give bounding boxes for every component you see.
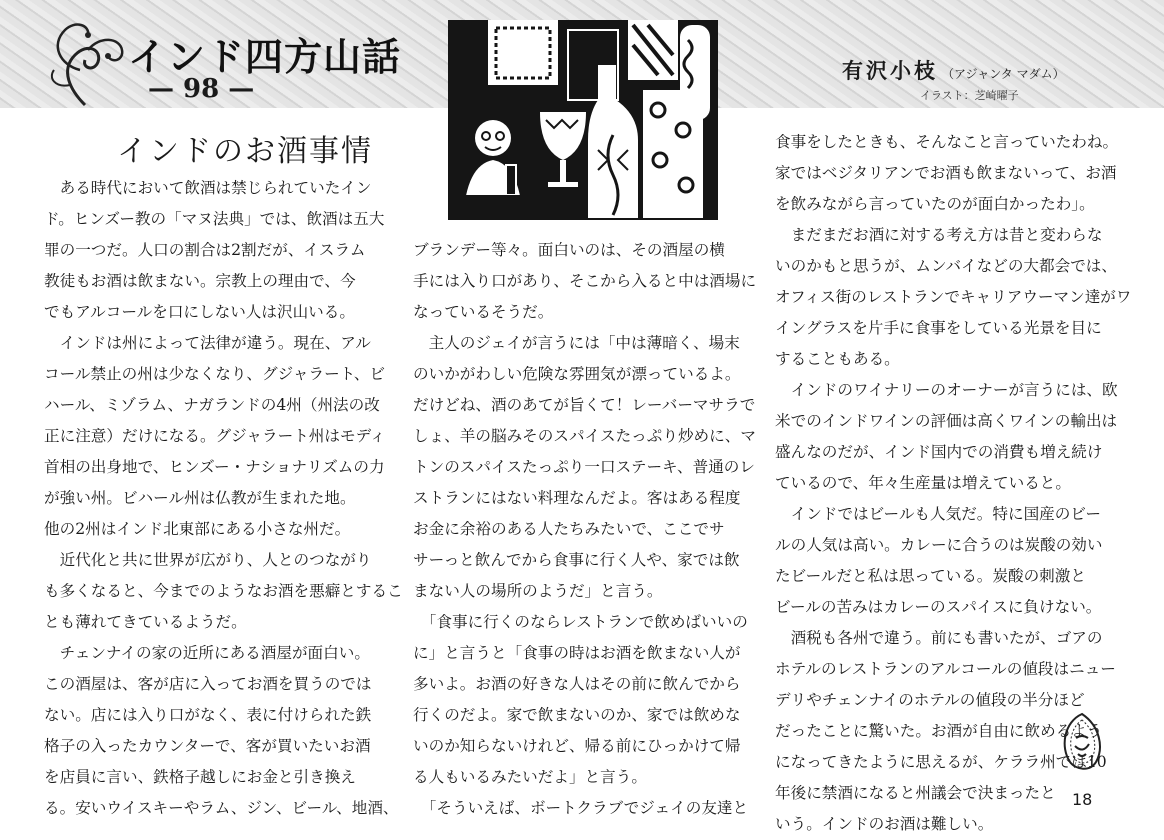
text-line: 「そういえば、ボートクラブでジェイの友達と [413,799,749,817]
text-line: なっているそうだ。 [413,303,554,321]
text-line: 手には入り口があり、そこから入ると中は酒場に [413,272,757,290]
text-line: ビールの苦みはカレーのスパイスに負けない。 [775,598,1102,616]
text-line: ルの人気は高い。カレーに合うのは炭酸の効い [775,536,1103,554]
text-line: だけどね、酒のあてが旨くて！レーバーマサラで [413,396,756,414]
text-line: コール禁止の州は少なくなり、グジャラート、ビ [44,365,386,383]
text-line: 格子の入ったカウンターで、客が買いたいお酒 [44,737,371,755]
text-line: 「食事に行くのならレストランで飲めばいいの [413,613,748,631]
end-ornament-icon [1056,712,1108,774]
text-line: 盛んなのだが、インド国内での消費も増え続け [775,443,1103,461]
text-line: ある時代において飲酒は禁じられていたイン [44,179,372,197]
text-line: でもアルコールを口にしない人は沢山いる。 [44,303,355,321]
text-line: ない。店には入り口がなく、表に付けられた鉄 [44,706,372,724]
text-line: ド。ヒンズー教の「マヌ法典」では、飲酒は五大 [44,210,385,228]
text-line: ストランにはない料理なんだよ。客はある程度 [413,489,741,507]
text-line: が強い州。ビハール州は仏教が生まれた地。 [44,489,356,507]
article-title: インドのお酒事情 [117,134,373,169]
illustrator-credit: イラスト：芝崎曜子 [920,89,1019,102]
text-line: たビールだと私は思っている。炭酸の刺激と [775,567,1086,585]
text-line: することもある。 [775,350,900,368]
text-line: いう。インドのお酒は難しい。 [775,815,994,833]
text-line: 他の2州はインド北東部にある小さな州だ。 [44,520,351,538]
article-column-1 [44,173,403,824]
text-line: インドではビールも人気だ。特に国産のビー [775,505,1101,523]
text-line: まない人の場所のようだ」と言う。 [413,582,663,600]
text-line: 米でのインドワインの評価は高くワインの輸出は [775,412,1118,430]
text-line: ホテルのレストランのアルコールの値段はニュー [775,660,1116,678]
text-line: チェンナイの家の近所にある酒屋が面白い。 [44,644,370,662]
text-line: 酒税も各州で違う。前にも書いたが、ゴアの [775,629,1103,647]
text-line: 多いよ。お酒の好きな人はその前に飲んでから [413,675,741,693]
text-line: いのかもと思うが、ムンバイなどの大都会では、 [775,257,1117,275]
text-line: インドは州によって法律が違う。現在、アル [44,334,371,352]
text-line: 罪の一つだ。人口の割合は2割だが、イスラム [44,241,366,259]
text-line: とも薄れてきているようだ。 [44,613,247,631]
text-line: デリやチェンナイのホテルの値段の半分ほど [775,691,1085,709]
text-line: 家ではベジタリアンでお酒も飲まないって、お酒 [775,164,1117,182]
text-line: まだまだお酒に対する考え方は昔と変わらな [775,226,1103,244]
text-line: 教徒もお酒は飲まない。宗教上の理由で、今 [44,272,356,290]
author-title: （アジャンタ マダム） [942,67,1065,81]
text-line: 近代化と共に世界が広がり、人とのつながり [44,551,372,569]
bar-scene-illustration [448,20,718,220]
text-line: のいかがわしい危険な雰囲気が漂っているよ。 [413,365,741,383]
text-line: 行くのだよ。家で飲まないのか、家では飲めな [413,706,741,724]
text-line: になってきたように思えるが、ケララ州では10 [775,753,1107,771]
text-line: インドのワイナリーのオーナーが言うには、欧 [775,381,1118,399]
series-title: インド四方山話 [128,35,402,79]
text-line: に」と言うと「食事の時はお酒を飲まない人が [413,644,741,662]
text-line: オフィス街のレストランでキャリアウーマン達がワ [775,288,1132,306]
text-line: 年後に禁酒になると州議会で決まったと [775,784,1056,802]
text-line: お金に余裕のある人たちみたいで、ここでサ [413,520,725,538]
text-line: しょ、羊の脳みそのスパイスたっぷり炒めに、マ [413,427,756,445]
text-line: 首相の出身地で、ヒンズー・ナショナリズムの力 [44,458,385,476]
text-line: ているので、年々生産量は増えていると。 [775,474,1071,492]
text-line: る人もいるみたいだよ」と言う。 [413,768,647,786]
author-line [842,55,1065,85]
text-line: この酒屋は、客が店に入ってお酒を買うのでは [44,675,372,693]
article-column-2 [413,235,758,824]
text-line: ハール、ミゾラム、ナガランドの4州（州法の改 [44,396,380,414]
text-line: 主人のジェイが言うには「中は薄暗く、場末 [413,334,740,352]
text-line: いのか知らないけれど、帰る前にひっかけて帰 [413,737,741,755]
author-name: 有沢小枝 [842,58,938,83]
series-number: — 98 — [148,74,255,104]
page-number: 18 [1072,790,1093,809]
text-line: サーっと飲んでから食事に行く人や、家では飲 [413,551,740,569]
text-line: トンのスパイスたっぷり一口ステーキ、普通のレ [413,458,755,476]
text-line: 食事をしたときも、そんなこと言っていたわね。 [775,133,1119,151]
text-line: を店員に言い、鉄格子越しにお金と引き換え [44,768,356,786]
text-line: を飲みながら言っていたのが面白かったわ」。 [775,195,1095,213]
text-line: イングラスを片手に食事をしている光景を目に [775,319,1102,337]
text-line: だったことに驚いた。お酒が自由に飲めるよう [775,722,1103,740]
text-line: 正に注意）だけになる。グジャラート州はモディ [44,427,386,445]
text-line: る。安いウイスキーやラム、ジン、ビール、地酒、 [44,799,399,817]
swirl-ornament-icon [40,10,130,110]
text-line: ブランデー等々。面白いのは、その酒屋の横 [413,241,725,259]
text-line: も多くなると、今までのようなお酒を悪癖とするこ [44,582,403,600]
